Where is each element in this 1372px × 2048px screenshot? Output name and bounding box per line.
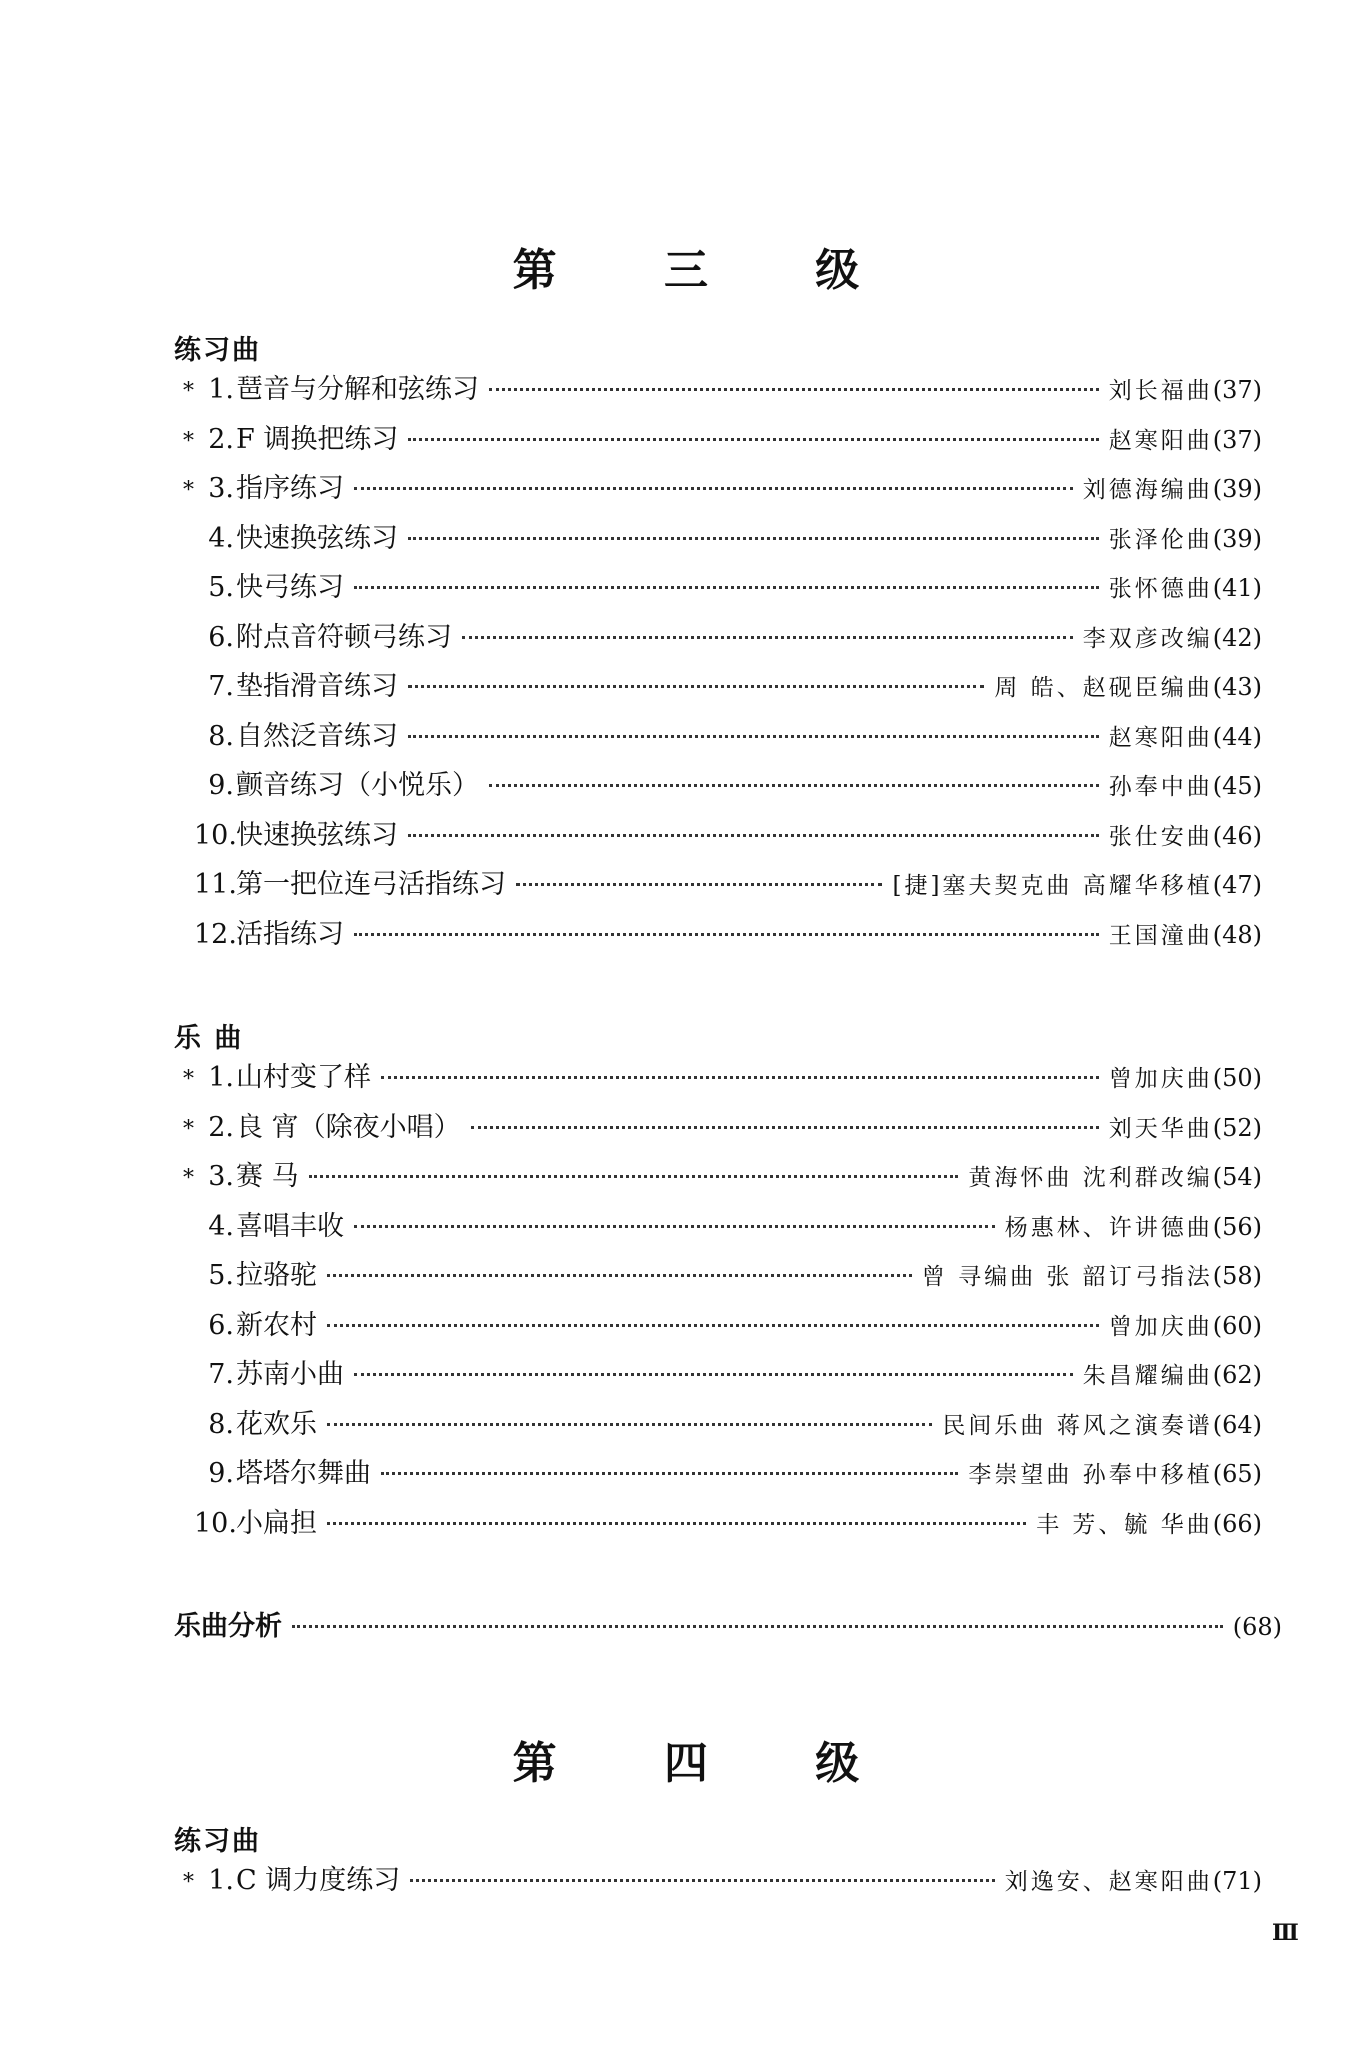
dot-leader (292, 1625, 1223, 1628)
toc-entry[interactable] (172, 1053, 1262, 1103)
dot-leader (489, 388, 1099, 391)
entry-page: (46) (1212, 821, 1262, 850)
toc-entry[interactable] (172, 514, 1262, 564)
entry-credit: 民间乐曲 蒋风之演奏谱 (942, 1412, 1213, 1439)
entry-title: F 调换把练习 (236, 423, 399, 455)
entry-page: (52) (1212, 1113, 1262, 1142)
page-number: Ⅲ (1272, 1920, 1299, 1946)
toc-entry[interactable] (172, 910, 1262, 960)
toc-entry[interactable] (172, 1251, 1262, 1301)
entry-number: 7. (208, 1359, 234, 1390)
toc-entry[interactable] (172, 464, 1262, 514)
entry-number: 8. (208, 1408, 234, 1440)
entry-title: 拉骆驼 (236, 1260, 317, 1291)
entry-page: (44) (1212, 722, 1262, 751)
entry-page: (60) (1212, 1311, 1262, 1340)
entry-number: 6. (208, 621, 234, 653)
toc-entry[interactable] (172, 1499, 1262, 1549)
entry-title: 垫指滑音练习 (236, 671, 398, 702)
level3-title: 第 三 级 (512, 245, 906, 296)
level3-etudes-heading: 练习曲 (174, 335, 261, 366)
entry-credit: 周 皓、赵砚臣编曲 (994, 675, 1213, 701)
entry-number: 11. (194, 869, 237, 900)
entry-credit: 朱昌耀编曲 (1082, 1363, 1213, 1389)
dot-leader (408, 834, 1099, 837)
entry-number: 8. (208, 720, 234, 752)
entry-number: 9. (208, 1458, 234, 1489)
dot-leader (327, 1274, 912, 1277)
entry-credit: 刘逸安、赵寒阳曲 (1004, 1869, 1213, 1895)
entry-number: 1. (208, 374, 234, 405)
toc-entry[interactable] (172, 860, 1262, 910)
entry-credit: 王国潼曲 (1108, 922, 1213, 949)
entry-title: 花欢乐 (236, 1408, 317, 1440)
toc-entry[interactable] (172, 415, 1262, 465)
entry-number: 12. (194, 918, 237, 950)
entry-credit: 赵寒阳曲 (1108, 427, 1213, 454)
entry-page: (50) (1212, 1064, 1262, 1092)
dot-leader (489, 784, 1099, 787)
dot-leader (408, 735, 1099, 738)
toc-entry[interactable] (172, 365, 1262, 415)
entry-title: 琶音与分解和弦练习 (236, 374, 479, 405)
entry-credit: 李双彦改编 (1082, 625, 1213, 652)
entry-credit: 刘天华曲 (1108, 1115, 1213, 1142)
dot-leader (309, 1175, 959, 1178)
entry-page: (39) (1212, 475, 1262, 503)
entry-title: 喜唱丰收 (236, 1210, 344, 1242)
entry-page: (66) (1212, 1509, 1262, 1538)
entry-page: (64) (1212, 1410, 1262, 1439)
entry-title: 良 宵（除夜小唱） (236, 1111, 461, 1143)
entry-page: (37) (1212, 425, 1262, 454)
star-marker: * (183, 428, 194, 454)
entry-page: (56) (1212, 1212, 1262, 1241)
entry-number: 3. (208, 473, 234, 504)
entry-page: (45) (1212, 772, 1262, 800)
entry-credit: 曾加庆曲 (1108, 1313, 1213, 1340)
entry-title: 快速换弦练习 (236, 819, 398, 851)
dot-leader (354, 586, 1099, 589)
entry-page: (62) (1212, 1361, 1262, 1389)
entry-number: 5. (208, 1260, 234, 1291)
entry-page: (54) (1212, 1163, 1262, 1191)
toc-entry[interactable] (172, 662, 1262, 712)
entry-title: 赛 马 (236, 1161, 299, 1192)
star-marker: * (183, 478, 194, 503)
entry-number: 10. (194, 819, 237, 851)
entry-page: (37) (1212, 376, 1262, 404)
dot-leader (327, 1324, 1099, 1327)
entry-title: 塔塔尔舞曲 (236, 1458, 371, 1489)
entry-credit: 张泽伦曲 (1108, 526, 1213, 553)
entry-page: (41) (1212, 574, 1262, 602)
entry-title: 第一把位连弓活指练习 (236, 869, 506, 900)
entry-title: 颤音练习（小悦乐） (236, 770, 479, 801)
entry-title: 附点音符顿弓练习 (236, 621, 452, 653)
entry-credit: 张仕安曲 (1108, 823, 1213, 850)
toc-entry[interactable] (172, 1449, 1262, 1499)
toc-entry[interactable] (172, 811, 1262, 861)
star-marker: * (183, 1067, 194, 1092)
entry-title: 快弓练习 (236, 572, 344, 603)
dot-leader (354, 487, 1073, 490)
toc-entry[interactable] (172, 1350, 1262, 1400)
entry-number: 4. (208, 522, 234, 554)
dot-leader (408, 537, 1099, 540)
entry-number: 6. (208, 1309, 234, 1341)
entry-title: 山村变了样 (236, 1062, 371, 1093)
level3-etudes-list (172, 365, 1262, 959)
toc-entry[interactable] (172, 1152, 1262, 1202)
dot-leader (408, 438, 1098, 441)
entry-page: (58) (1212, 1262, 1262, 1290)
dot-leader (410, 1879, 994, 1882)
dot-leader (408, 685, 984, 688)
toc-entry[interactable] (172, 1301, 1262, 1351)
level4-etudes-list (172, 1856, 1262, 1906)
entry-page: (39) (1212, 524, 1262, 553)
entry-credit: 孙奉中曲 (1108, 774, 1213, 800)
toc-entry[interactable] (172, 1856, 1262, 1906)
entry-credit: 曾加庆曲 (1108, 1066, 1213, 1092)
level4-etudes-heading: 练习曲 (174, 1826, 261, 1857)
entry-number: 1. (208, 1062, 234, 1093)
star-marker: * (183, 1870, 194, 1895)
level3-pieces-heading: 乐 曲 (174, 1023, 244, 1054)
dot-leader (327, 1423, 932, 1426)
entry-number: 7. (208, 671, 234, 702)
entry-number: 3. (208, 1161, 234, 1192)
entry-title: 苏南小曲 (236, 1359, 344, 1390)
entry-number: 1. (208, 1865, 234, 1896)
analysis-page: (68) (1232, 1613, 1282, 1641)
entry-credit: 杨惠林、许讲德曲 (1004, 1214, 1213, 1241)
entry-credit: 刘德海编曲 (1082, 477, 1213, 503)
dot-leader (354, 1225, 995, 1228)
entry-number: 2. (208, 423, 234, 455)
entry-number: 2. (208, 1111, 234, 1143)
toc-entry[interactable] (172, 1400, 1262, 1450)
level3-pieces-list (172, 1053, 1262, 1548)
entry-title: 新农村 (236, 1309, 317, 1341)
entry-credit: 丰 芳、毓 华曲 (1036, 1511, 1213, 1538)
entry-credit: 张怀德曲 (1108, 576, 1213, 602)
dot-leader (354, 1373, 1073, 1376)
toc-entry[interactable] (172, 712, 1262, 762)
entry-page: (65) (1212, 1460, 1262, 1488)
entry-credit: 黄海怀曲 沈利群改编 (968, 1165, 1213, 1191)
toc-entry[interactable] (172, 761, 1262, 811)
dot-leader (516, 883, 882, 886)
entry-page: (42) (1212, 623, 1262, 652)
entry-credit: 赵寒阳曲 (1108, 724, 1213, 751)
entry-credit: 曾 寻编曲 张 韶订弓指法 (921, 1264, 1213, 1290)
dot-leader (354, 933, 1099, 936)
star-marker: * (183, 1116, 194, 1142)
dot-leader (381, 1076, 1099, 1079)
entry-title: C 调力度练习 (236, 1865, 401, 1896)
entry-title: 小扁担 (236, 1507, 317, 1539)
entry-page: (43) (1212, 673, 1262, 701)
toc-entry[interactable] (172, 1103, 1262, 1153)
analysis-label: 乐曲分析 (174, 1611, 282, 1642)
entry-page: (71) (1212, 1867, 1262, 1895)
dot-leader (381, 1472, 958, 1475)
toc-entry[interactable] (172, 563, 1262, 613)
dot-leader (462, 636, 1073, 639)
entry-number: 9. (208, 770, 234, 801)
entry-title: 活指练习 (236, 918, 344, 950)
entry-title: 自然泛音练习 (236, 720, 398, 752)
level4-title: 第 四 级 (512, 1738, 906, 1789)
entry-title: 指序练习 (236, 473, 344, 504)
toc-entry[interactable] (172, 613, 1262, 663)
entry-number: 4. (208, 1210, 234, 1242)
entry-title: 快速换弦练习 (236, 522, 398, 554)
entry-credit: 李崇望曲 孙奉中移植 (968, 1462, 1213, 1488)
dot-leader (471, 1126, 1099, 1129)
star-marker: * (183, 379, 194, 404)
star-marker: * (183, 1166, 194, 1191)
entry-credit: [捷]塞夫契克曲 高耀华移植 (892, 873, 1213, 899)
entry-page: (47) (1212, 871, 1262, 899)
toc-entry[interactable] (172, 1202, 1262, 1252)
entry-credit: 刘长福曲 (1108, 378, 1213, 404)
analysis-row[interactable] (174, 1602, 1282, 1652)
entry-number: 5. (208, 572, 234, 603)
entry-page: (48) (1212, 920, 1262, 949)
dot-leader (327, 1522, 1026, 1525)
entry-number: 10. (194, 1507, 237, 1539)
